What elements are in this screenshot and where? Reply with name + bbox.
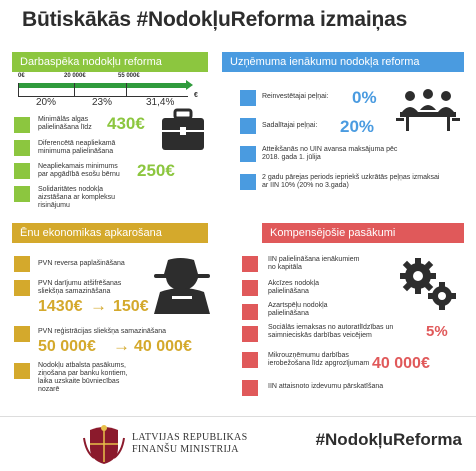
corporate-item-3: Atteikšanās no UIN avansa maksājuma pēc 2018. gada 1. jūlija: [262, 146, 398, 161]
ministry-line-2: FINANŠU MINISTRIJA: [132, 444, 239, 455]
ministry-name: [132, 432, 247, 456]
meeting-people-icon: [396, 88, 460, 132]
bullet-square: [14, 256, 30, 272]
ministry-line-1: LATVIJAS REPUBLIKAS: [132, 432, 248, 443]
scale-label-55000: 55 000€: [118, 73, 140, 79]
coat-of-arms-icon: [82, 422, 126, 466]
bullet-square: [14, 163, 30, 179]
scale-label-euro: €: [194, 92, 198, 99]
corporate-heading: Uzņēmuma ienākumu nodokļa reforma: [222, 52, 464, 72]
labour-value-250: 250€: [137, 161, 175, 180]
corporate-item-2: Sadalītajai peļņai:: [262, 122, 318, 129]
scale-bar: [18, 83, 188, 88]
shadow-item-4: Nodokļu atbalsta pasākums, ziņošana par banku kontiem, laika uzskaite būvniecības nozarē: [38, 362, 128, 393]
labour-item-3: Neapliekamais minimums par apgādībā esošu bērnu: [38, 163, 120, 178]
bracket-31: 31,4%: [146, 97, 175, 108]
briefcase-icon: [160, 108, 206, 152]
labour-item-4: Solidaritātes nodokļa aizstāšana ar kompleksu risinājumu: [38, 186, 116, 209]
bullet-square: [242, 256, 258, 272]
page-title: Būtiskākās #NodokļuReforma izmaiņas: [22, 8, 408, 31]
corporate-value-0: 0%: [352, 88, 377, 107]
bracket-23: 23%: [92, 97, 113, 108]
scale-tick: [126, 83, 127, 97]
compensation-item-5: Mikrouzņēmumu darbības ierobežošana līdz apgrozījumam: [268, 352, 370, 367]
compensation-item-1: IIN palielināšana ienākumiem no kapitāla: [268, 256, 360, 271]
bullet-square: [14, 363, 30, 379]
labour-value-430: 430€: [107, 114, 145, 133]
corporate-value-20: 20%: [340, 117, 375, 136]
scale-label-20000: 20 000€: [64, 73, 86, 79]
arrow-icon: →: [90, 296, 107, 315]
shadow-from-1430: 1430€: [38, 298, 83, 315]
shadow-to-150: 150€: [113, 298, 149, 315]
bullet-square: [242, 352, 258, 368]
shadow-from-50000: 50 000€: [38, 338, 96, 355]
scale-label-0: 0€: [18, 73, 25, 79]
footer-hashtag: #NodokļuReforma: [315, 430, 462, 449]
labour-item-2: Diferencētā neapliekamā minimuma palielināšana: [38, 140, 116, 155]
bracket-20: 20%: [36, 97, 57, 108]
footer-divider: [0, 416, 476, 417]
spy-hat-icon: [150, 256, 214, 314]
bullet-square: [14, 140, 30, 156]
scale-tick: [18, 83, 19, 97]
bullet-square: [14, 280, 30, 296]
arrow-icon: →: [113, 336, 130, 355]
bullet-square: [240, 118, 256, 134]
compensation-heading: Kompensējošie pasākumi: [262, 223, 464, 243]
compensation-item-6: IIN attaisnoto izdevumu pārskatīšana: [268, 383, 384, 390]
shadow-to-40000: 40 000€: [134, 338, 192, 355]
compensation-value-5: 5%: [426, 323, 448, 340]
corporate-item-4: 2 gadu pārejas periods iepriekš uzkrātās peļņas izmaksai ar IIN 10% (20% no 3.gada): [262, 174, 440, 189]
labour-heading: Darbaspēka nodokļu reforma: [12, 52, 208, 72]
bullet-square: [14, 186, 30, 202]
bullet-square: [240, 90, 256, 106]
labour-item-1: Minimālās algas palielināšana līdz: [38, 116, 92, 131]
corporate-item-1: Reinvestētajai peļņai:: [262, 93, 329, 100]
scale-arrow-icon: [186, 80, 193, 90]
gears-icon: [398, 256, 460, 314]
bullet-square: [14, 117, 30, 133]
bullet-square: [240, 146, 256, 162]
compensation-item-4: Sociālās iemaksas no autoratlīdzības un saimnieciskās darbības veicējiem: [268, 324, 394, 339]
shadow-heading: Ēnu ekonomikas apkarošana: [12, 223, 208, 243]
shadow-item-2: PVN darījumu atšifrēšanas sliekšņa samazināšana: [38, 280, 122, 295]
compensation-item-3: Azartspēļu nodokļa palielināšana: [268, 302, 328, 317]
scale-tick: [74, 83, 75, 97]
bullet-square: [242, 380, 258, 396]
compensation-item-2: Akcīzes nodokļa palielināšana: [268, 280, 319, 295]
shadow-item-1: PVN reversa paplašināšana: [38, 260, 125, 267]
bullet-square: [14, 326, 30, 342]
bullet-square: [242, 304, 258, 320]
shadow-item-3: PVN reģistrācijas sliekšņa samazināšana: [38, 328, 166, 335]
bullet-square: [242, 326, 258, 342]
compensation-value-40000: 40 000€: [372, 355, 430, 372]
bullet-square: [242, 280, 258, 296]
bullet-square: [240, 174, 256, 190]
